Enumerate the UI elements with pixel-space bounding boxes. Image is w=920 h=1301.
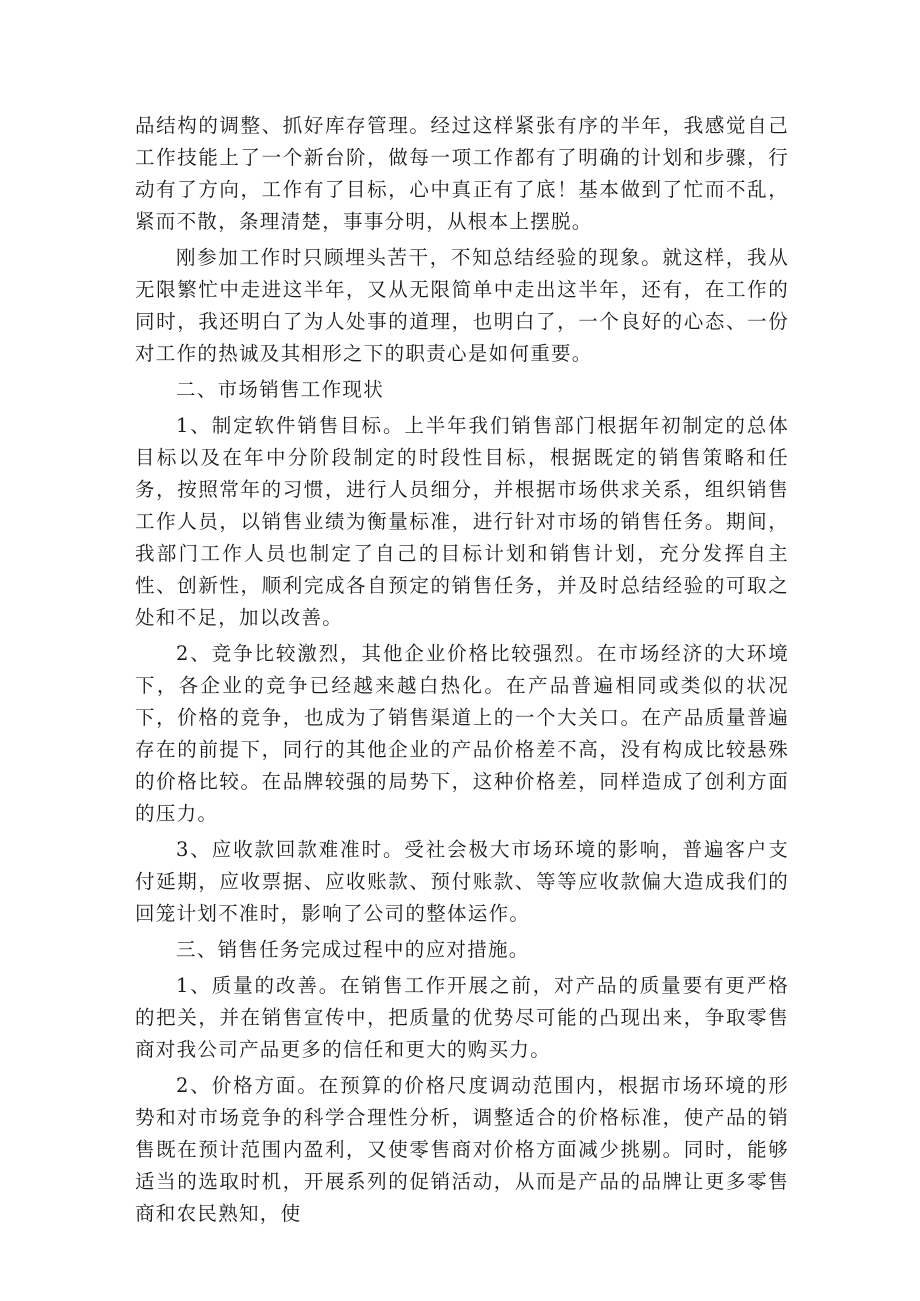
paragraph-sales-target: 1、制定软件销售目标。上半年我们销售部门根据年初制定的总体目标以及在年中分阶段制定的时段性目标，根据既定的销售策略和任务，按照常年的习惯，进行人员细分，并根据市场供求关系，组织销售工作人员，以销售业绩为衡量标准，进行针对市场的销售任务。期间，我部门工作人员也制定了自己的目标计划和销售计划，充分发挥自主性、创新性，顺利完成各自预定的销售任务，并及时总结经验的可取之处和不足，加以改善。 xyxy=(135,414,789,629)
section-heading-measures: 三、销售任务完成过程中的应对措施。 xyxy=(176,938,530,961)
document-body xyxy=(135,110,789,1234)
paragraph-price: 2、价格方面。在预算的价格尺度调动范围内，根据市场环境的形势和对市场竞争的科学合理性分析，调整适合的价格标准，使产品的销售既在预计范围内盈利，又使零售商对价格方面减少挑剔。同时，能够适当的选取时机，开展系列的促销活动，从而是产品的品牌让更多零售商和农民熟知，使 xyxy=(135,1074,789,1225)
paragraph-quality: 1、质量的改善。在销售工作开展之前，对产品的质量要有更严格的把关，并在销售宣传中，把质量的优势尽可能的凸现出来，争取零售商对我公司产品更多的信任和更大的购买力。 xyxy=(135,974,789,1061)
paragraph-competition: 2、竞争比较激烈，其他企业价格比较强烈。在市场经济的大环境下，各企业的竞争已经越来越白热化。在产品普遍相同或类似的状况下，价格的竞争，也成为了销售渠道上的一个大关口。在产品质量普遍存在的前提下，同行的其他企业的产品价格差不高，没有构成比较悬殊的价格比较。在品牌较强的局势下，这种价格差，同样造成了创利方面的压力。 xyxy=(135,642,789,825)
paragraph-receivables: 3、应收款回款难准时。受社会极大市场环境的影响，普遍客户支付延期，应收票据、应收账款、预付账款、等等应收款偏大造成我们的回笼计划不准时，影响了公司的整体运作。 xyxy=(135,838,789,925)
section-heading-market-status: 二、市场销售工作现状 xyxy=(176,378,385,401)
paragraph-experience: 刚参加工作时只顾埋头苦干，不知总结经验的现象。就这样，我从无限繁忙中走进这半年，又从无限简单中走出这半年，还有，在工作的同时，我还明白了为人处事的道理，也明白了，一个良好的心态、一份对工作的热诚及其相形之下的职责心是如何重要。 xyxy=(135,246,789,365)
paragraph-continuation: 品结构的调整、抓好库存管理。经过这样紧张有序的半年，我感觉自己工作技能上了一个新台阶，做每一项工作都有了明确的计划和步骤，行动有了方向，工作有了目标，心中真正有了底！基本做到了忙而不乱，紧而不散，条理清楚，事事分明，从根本上摆脱。 xyxy=(135,114,789,233)
